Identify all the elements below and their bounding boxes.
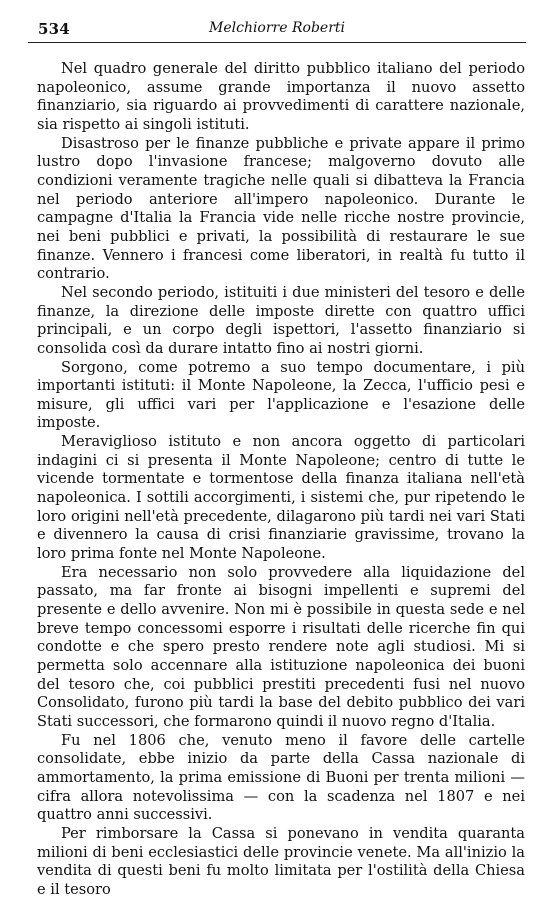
body-text [37,60,525,900]
paragraph: Meraviglioso istituto e non ancora oggetto di particolari indagini ci si presenta il Monte Napoleone; centro di tutte le vicende tormentate e tormentose della finanza italiana nell'età napoleonica. I sottili accorgimenti, i sistemi che, pur ripetendo le loro origini nell'età precedente, dilagarono più tardi nei vari Stati e divennero la causa di crisi finanziarie gravissime, trovano la loro prima fonte nel Monte Napoleone. [37,433,525,563]
running-title: Melchiorre Roberti [209,20,345,36]
paragraph: Disastroso per le finanze pubbliche e private appare il primo lustro dopo l'invasione francese; malgoverno dovuto alle condizioni veramente tragiche nelle quali si dibatteva la Francia nel periodo anteriore all'impero napoleonico. Durante le campagne d'Italia la Francia vide nelle ricche nostre provincie, nei beni pubblici e privati, la possibilità di restaurare le sue finanze. Vennero i francesi come liberatori, in realtà fu tutto il contrario. [37,134,525,283]
header-rule [28,42,526,43]
paragraph: Nel quadro generale del diritto pubblico italiano del periodo napoleonico, assume grande importanza il nuovo assetto finanziario, sia riguardo ai provvedimenti di carattere nazionale, sia rispetto ai singoli istituti. [37,60,525,133]
paragraph: Era necessario non solo provvedere alla liquidazione del passato, ma far fronte ai bisogni impellenti e supremi del presente e dello avvenire. Non mi è possibile in questa sede e nel breve tempo concessomi esporre i risultati delle ricerche fin qui condotte e che spero presto rendere note agli studiosi. Mi si permetta solo accennare alla istituzione napoleonica dei buoni del tesoro che, coi pubblici prestiti precedenti fusi nel nuovo Consolidato, furono più tardi la base del debito pubblico dei vari Stati successori, che formarono quindi il nuovo regno d'Italia. [37,563,525,730]
paragraph: Per rimborsare la Cassa si ponevano in vendita quaranta milioni di beni ecclesiastici delle provincie venete. Ma all'inizio la vendita di questi beni fu molto limitata per l'ostilità della Chiesa e il tesoro [37,824,525,898]
paragraph: Sorgono, come potremo a suo tempo documentare, i più importanti istituti: il Monte Napoleone, la Zecca, l'ufficio pesi e misure, gli uffici vari per l'applicazione e l'esazione delle imposte. [37,358,525,432]
paragraph: Nel secondo periodo, istituiti i due ministeri del tesoro e delle finanze, la direzione delle imposte dirette con quattro uffici principali, e un corpo degli ispettori, l'assetto finanziario si consolida così da durare intatto fino ai nostri giorni. [37,283,525,357]
page-number: 534 [38,20,70,38]
paragraph: Fu nel 1806 che, venuto meno il favore delle cartelle consolidate, ebbe inizio da parte della Cassa nazionale di ammortamento, la prima emissione di Buoni per trenta milioni — cifra allora notevolissima — con la scadenza nel 1807 e nei quattro anni successivi. [37,731,525,824]
running-head [28,18,526,38]
